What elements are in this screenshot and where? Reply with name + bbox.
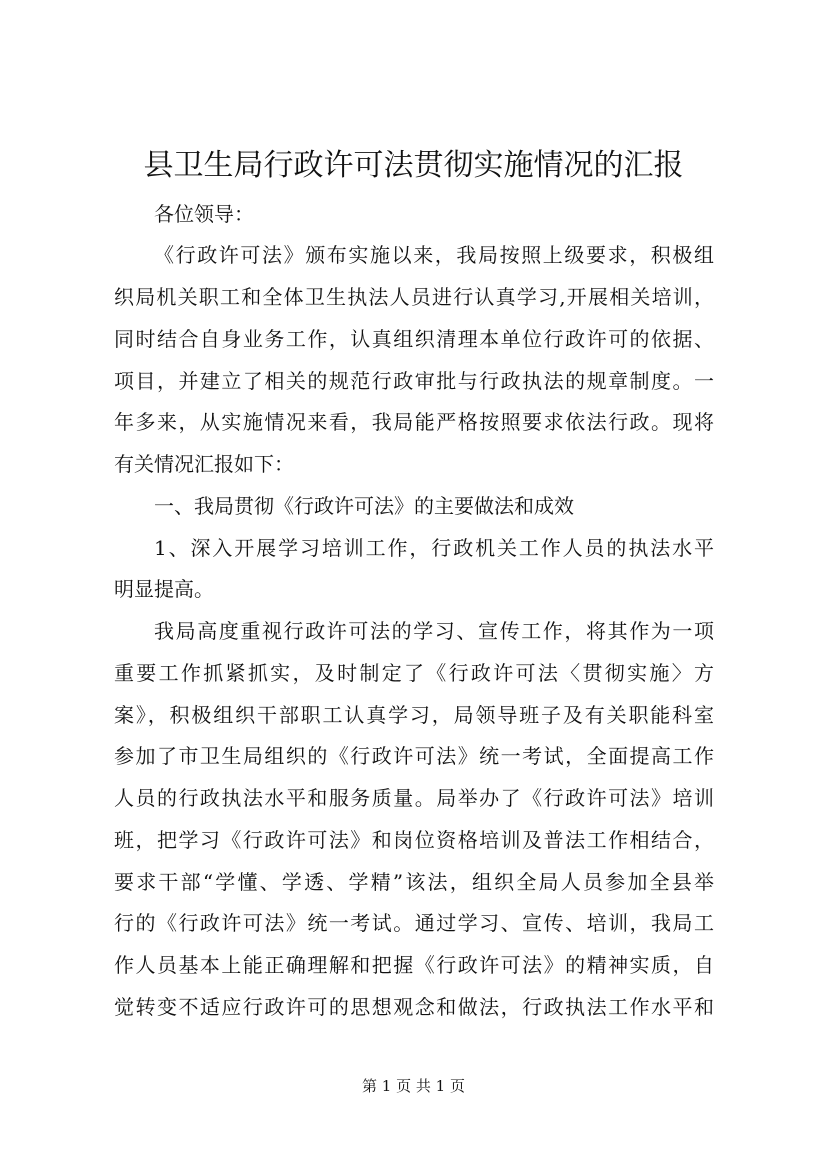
body-line: 要求干部“学懂、学透、学精”该法，组织全局人员参加全县举	[114, 870, 714, 894]
body-line: 明显提高。	[114, 577, 214, 601]
body-line: 《行政许可法》颁布实施以来，我局按照上级要求，积极组	[154, 243, 714, 267]
body-line: 重要工作抓紧抓实，及时制定了《行政许可法〈贯彻实施〉方	[114, 661, 714, 685]
body-line: 有关情况汇报如下：	[114, 452, 294, 476]
section-heading: 一、我局贯彻《行政许可法》的主要做法和成效	[154, 494, 574, 518]
body-line: 年多来，从实施情况来看，我局能严格按照要求依法行政。现将	[114, 410, 714, 434]
body-line: 同时结合自身业务工作，认真组织清理本单位行政许可的依据、	[114, 327, 714, 351]
body-line: 我局高度重视行政许可法的学习、宣传工作，将其作为一项	[154, 619, 714, 643]
body-line: 行的《行政许可法》统一考试。通过学习、宣传、培训，我局工	[114, 911, 714, 935]
body-line: 参加了市卫生局组织的《行政许可法》统一考试，全面提高工作	[114, 744, 714, 768]
body-line: 织局机关职工和全体卫生执法人员进行认真学习,开展相关培训，	[114, 285, 714, 309]
body-line: 项目，并建立了相关的规范行政审批与行政执法的规章制度。一	[114, 369, 714, 393]
body-line: 觉转变不适应行政许可的思想观念和做法，行政执法工作水平和	[114, 995, 714, 1019]
salutation: 各位领导：	[154, 202, 254, 226]
document-title: 县卫生局行政许可法贯彻实施情况的汇报	[143, 148, 684, 183]
body-line: 案》，积极组织干部职工认真学习，局领导班子及有关职能科室	[114, 703, 714, 727]
body-line: 作人员基本上能正确理解和把握《行政许可法》的精神实质，自	[114, 953, 714, 977]
subsection-heading: 1、深入开展学习培训工作，行政机关工作人员的执法水平	[154, 536, 714, 560]
page-number-footer: 第 1 页 共 1 页	[362, 1077, 465, 1095]
body-line: 班，把学习《行政许可法》和岗位资格培训及普法工作相结合，	[114, 828, 714, 852]
body-line: 人员的行政执法水平和服务质量。局举办了《行政许可法》培训	[114, 786, 714, 810]
